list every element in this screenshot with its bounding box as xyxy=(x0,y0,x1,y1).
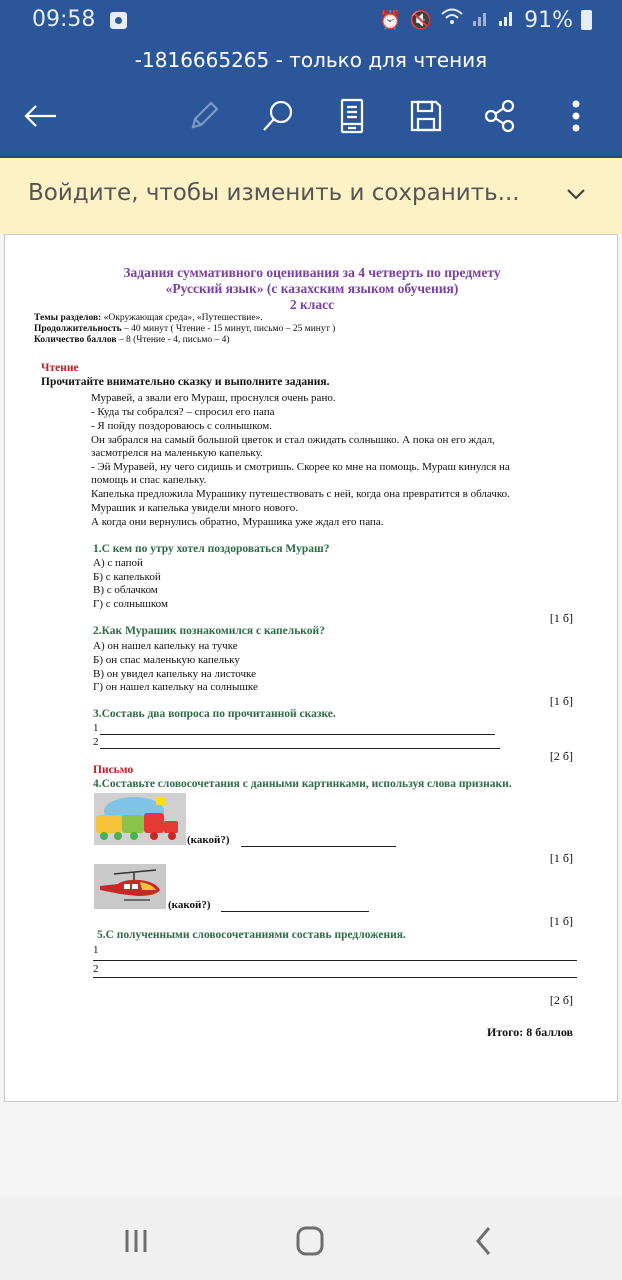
answer-line-number: 2 xyxy=(93,963,99,975)
meta-value: – 8 (Чтение - 4, письмо – 4) xyxy=(116,335,230,345)
story-line: Муравей, а звали его Мураш, проснулся очень рано. xyxy=(91,392,336,404)
score-badge: [1 б] xyxy=(549,914,573,928)
chevron-down-icon[interactable] xyxy=(566,186,586,205)
meta-points xyxy=(34,335,230,345)
save-button[interactable] xyxy=(406,96,446,136)
story-line: засмотрелся на маленькую капельку. xyxy=(91,447,263,459)
pencil-icon xyxy=(187,99,221,133)
score-badge: [1 б] xyxy=(549,611,573,625)
answer-line[interactable] xyxy=(93,977,577,978)
answer-line-number: 1 xyxy=(93,722,99,734)
q4-item-2-prompt: (какой?) xyxy=(168,899,211,911)
story-line: - Эй Муравей, ну чего сидишь и смотришь. Скорее ко мне на помощь. Мураш кинулся на xyxy=(91,461,510,473)
score-badge: [2 б] xyxy=(549,993,573,1007)
more-options-button[interactable] xyxy=(556,96,596,136)
section-reading: Чтение xyxy=(41,362,79,374)
back-button[interactable] xyxy=(20,96,60,136)
reading-view-icon xyxy=(339,98,365,134)
answer-option: Б) он спас маленькую капельку xyxy=(93,654,240,666)
answer-option: Б) с капелькой xyxy=(93,571,161,583)
back-nav-button[interactable] xyxy=(464,1224,504,1258)
answer-line-number: 2 xyxy=(93,736,99,748)
total-score: Итого: 8 баллов xyxy=(487,1025,573,1039)
answer-option: В) он увидел капельку на листочке xyxy=(93,668,256,680)
home-icon xyxy=(295,1225,325,1257)
doc-heading-line-1: Задания суммативного оценивания за 4 четверть по предмету xyxy=(123,265,501,280)
document-page[interactable] xyxy=(4,234,618,1102)
answer-line[interactable] xyxy=(93,960,577,961)
question-2-title: 2.Как Мурашик познакомился с капелькой? xyxy=(93,625,325,637)
signin-banner[interactable] xyxy=(0,156,622,234)
more-vertical-icon xyxy=(571,99,581,133)
wifi-icon xyxy=(440,7,464,33)
story-line: - Я пойду поздороваюсь с солнышком. xyxy=(91,420,272,432)
meta-value: – 40 минут ( Чтение - 15 минут, письмо – 25 минут ) xyxy=(121,324,336,334)
signal-icon xyxy=(498,8,516,33)
story-line: Капелька предложила Мурашику путешествовать с ней, когда она превратится в облачко. xyxy=(91,488,510,500)
doc-heading-line-3: 2 класс xyxy=(289,297,335,312)
q4-item-1-prompt: (какой?) xyxy=(187,834,230,846)
back-icon xyxy=(474,1225,494,1257)
toolbar xyxy=(0,92,622,142)
share-button[interactable] xyxy=(480,96,520,136)
meta-label: Количество баллов xyxy=(34,335,117,345)
status-icons xyxy=(379,7,592,33)
question-3-title: 3.Составь два вопроса по прочитанной сказке. xyxy=(93,708,336,720)
question-4-title: 4.Составьте словосочетания с данными картинками, используя слова признаки. xyxy=(93,778,512,790)
battery-icon xyxy=(581,10,592,30)
answer-option: В) с облачком xyxy=(93,584,158,596)
answer-option: А) с папой xyxy=(93,557,143,569)
alarm-icon: ⏰ xyxy=(379,9,402,31)
system-nav-bar xyxy=(0,1196,622,1280)
signal-icon xyxy=(472,8,490,33)
recents-button[interactable] xyxy=(116,1224,156,1258)
question-5-title: 5.С полученными словосочетаниями составь предложения. xyxy=(97,929,406,941)
recents-icon xyxy=(121,1226,151,1256)
answer-option: Г) он нашел капельку на солнышке xyxy=(93,681,258,693)
train-picture xyxy=(94,793,186,845)
answer-line[interactable] xyxy=(221,911,369,912)
app-header xyxy=(0,0,622,156)
notification-icon xyxy=(110,12,127,29)
back-arrow-icon xyxy=(22,104,58,128)
story-line: - Куда ты собрался? – спросил его папа xyxy=(91,406,275,418)
meta-label: Продолжительность xyxy=(34,324,122,334)
score-badge: [1 б] xyxy=(549,694,573,708)
answer-line[interactable] xyxy=(241,846,396,847)
meta-value: «Окружающая среда», «Путешествие». xyxy=(101,313,263,323)
mute-icon: 🔇 xyxy=(409,9,433,31)
section-writing: Письмо xyxy=(93,764,134,776)
answer-option: Г) с солнышком xyxy=(93,598,168,610)
answer-option: А) он нашел капельку на тучке xyxy=(93,640,238,652)
meta-duration xyxy=(34,324,335,334)
signin-banner-text: Войдите, чтобы изменить и сохранить... xyxy=(28,180,520,206)
search-button[interactable] xyxy=(258,96,298,136)
status-bar xyxy=(0,0,622,40)
meta-topics xyxy=(34,313,263,323)
score-badge: [2 б] xyxy=(549,749,573,763)
reading-instruction: Прочитайте внимательно сказку и выполните задания. xyxy=(41,376,330,388)
answer-line-number: 1 xyxy=(93,944,99,956)
helicopter-picture xyxy=(94,864,166,909)
score-badge: [1 б] xyxy=(549,851,573,865)
question-1-title: 1.С кем по утру хотел поздороваться Мураш? xyxy=(93,543,330,555)
doc-heading-line-2: «Русский язык» (с казахским языком обучения) xyxy=(165,281,459,296)
story-line: Он забрался на самый большой цветок и стал ожидать солнышко. А пока он его ждал, xyxy=(91,434,495,446)
reading-view-button[interactable] xyxy=(332,96,372,136)
share-icon xyxy=(483,99,517,133)
answer-line[interactable] xyxy=(100,748,500,749)
document-title: -1816665265 - только для чтения xyxy=(134,48,488,72)
edit-button[interactable] xyxy=(184,96,224,136)
meta-label: Темы разделов: xyxy=(34,313,102,323)
story-line: помощь и спас капельку. xyxy=(91,474,207,486)
answer-line[interactable] xyxy=(100,734,495,735)
story-line: А когда они вернулись обратно, Мурашика уже ждал его папа. xyxy=(91,516,384,528)
story-line: Мурашик и капелька увидели много нового. xyxy=(91,502,298,514)
home-button[interactable] xyxy=(290,1224,330,1258)
search-icon xyxy=(260,98,296,134)
save-icon xyxy=(409,99,443,133)
battery-percent: 91% xyxy=(524,7,573,33)
status-time: 09:58 xyxy=(32,7,96,32)
